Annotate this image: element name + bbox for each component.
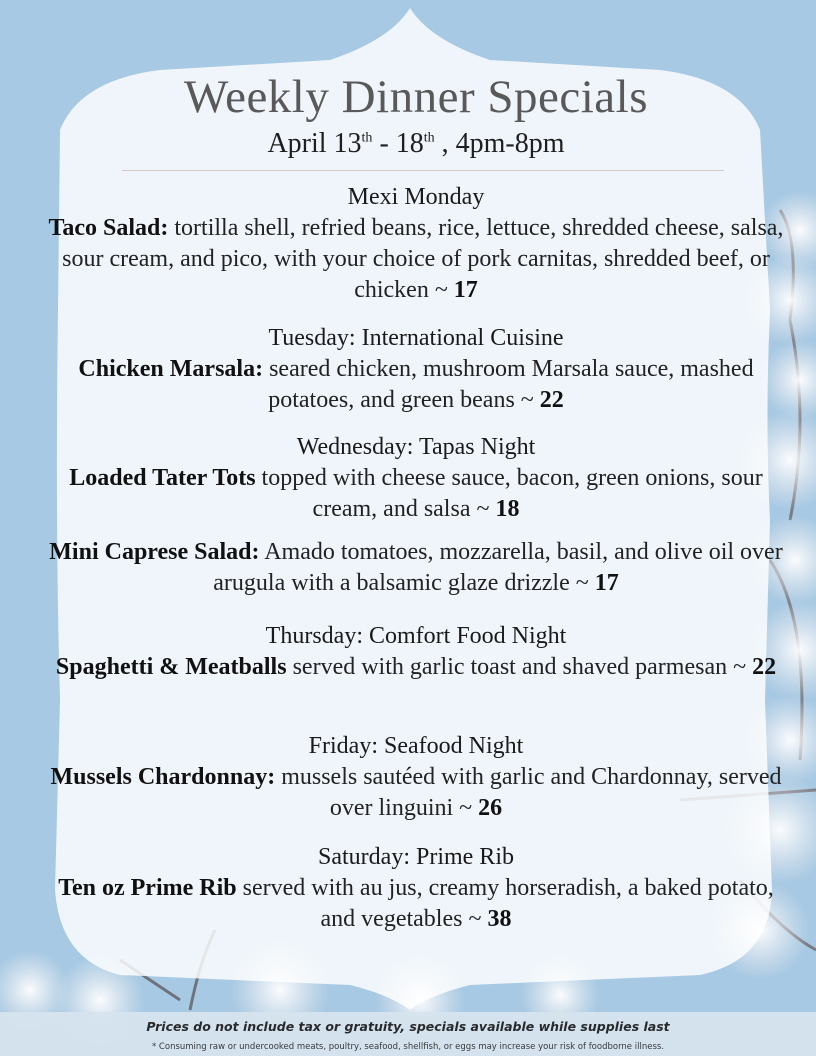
item-price: 26 bbox=[478, 795, 503, 821]
day-heading: Friday: Seafood Night bbox=[308, 733, 524, 759]
item-description: Amado tomatoes, mozzarella, basil, and olive oil over arugula with a balsamic glaze drizzle ~ bbox=[213, 539, 783, 596]
footer-band bbox=[0, 1012, 816, 1056]
item-name: Mussels Chardonnay: bbox=[50, 764, 276, 790]
foodborne-illness-warning: * Consuming raw or undercooked meats, poultry, seafood, shellfish, or eggs may increase your risk of foodborne illness. bbox=[151, 1042, 664, 1052]
item-price: 17 bbox=[594, 570, 619, 596]
pricing-disclaimer: Prices do not include tax or gratuity, specials available while supplies last bbox=[146, 1019, 670, 1034]
item-price: 38 bbox=[487, 906, 512, 932]
item-name: Chicken Marsala: bbox=[78, 356, 264, 382]
section-wednesday bbox=[40, 432, 792, 599]
menu-item bbox=[40, 873, 792, 935]
item-description: mussels sautéed with garlic and Chardonnay, served over linguini ~ bbox=[275, 764, 782, 821]
item-price: 22 bbox=[752, 654, 777, 680]
date-range bbox=[40, 128, 792, 160]
item-description: seared chicken, mushroom Marsala sauce, mashed potatoes, and green beans ~ bbox=[263, 356, 754, 413]
day-heading: Tuesday: International Cuisine bbox=[268, 325, 564, 351]
item-name: Ten oz Prime Rib bbox=[58, 875, 237, 901]
item-description: served with au jus, creamy horseradish, a baked potato, and vegetables ~ bbox=[236, 875, 774, 932]
day-heading: Mexi Monday bbox=[347, 184, 485, 210]
start-date: April 13 bbox=[267, 128, 362, 159]
day-heading: Wednesday: Tapas Night bbox=[296, 434, 536, 460]
day-heading: Saturday: Prime Rib bbox=[318, 844, 514, 870]
page-title: Weekly Dinner Specials bbox=[183, 71, 649, 123]
section-tuesday bbox=[40, 323, 792, 416]
item-price: 18 bbox=[495, 496, 520, 522]
item-name: Taco Salad: bbox=[48, 215, 169, 241]
time-range: , 4pm-8pm bbox=[434, 128, 565, 159]
item-name: Loaded Tater Tots bbox=[69, 465, 256, 491]
item-name: Spaghetti & Meatballs bbox=[55, 654, 287, 680]
start-date-suffix: th bbox=[361, 130, 373, 146]
menu-item bbox=[40, 354, 792, 416]
section-saturday bbox=[40, 842, 792, 935]
item-description: tortilla shell, refried beans, rice, lettuce, shredded cheese, salsa, sour cream, and pico, with your choice of pork carnitas, shredded beef, or chicken ~ bbox=[62, 215, 784, 303]
item-price: 17 bbox=[453, 277, 478, 303]
title-divider bbox=[122, 170, 724, 171]
item-description: topped with cheese sauce, bacon, green onions, sour cream, and salsa ~ bbox=[255, 465, 763, 522]
day-heading: Thursday: Comfort Food Night bbox=[265, 623, 567, 649]
section-friday bbox=[40, 731, 792, 824]
menu-card bbox=[40, 0, 792, 1010]
end-date-suffix: th bbox=[423, 130, 435, 146]
menu-item bbox=[40, 463, 792, 525]
section-thursday bbox=[40, 621, 792, 683]
menu-item bbox=[40, 762, 792, 824]
menu-item bbox=[40, 652, 792, 683]
item-name: Mini Caprese Salad: bbox=[49, 539, 260, 565]
menu-item bbox=[40, 213, 792, 306]
menu-item bbox=[40, 537, 792, 599]
item-price: 22 bbox=[539, 387, 564, 413]
item-description: served with garlic toast and shaved parmesan ~ bbox=[286, 654, 753, 680]
section-monday bbox=[40, 182, 792, 306]
end-date: - 18 bbox=[372, 128, 424, 159]
